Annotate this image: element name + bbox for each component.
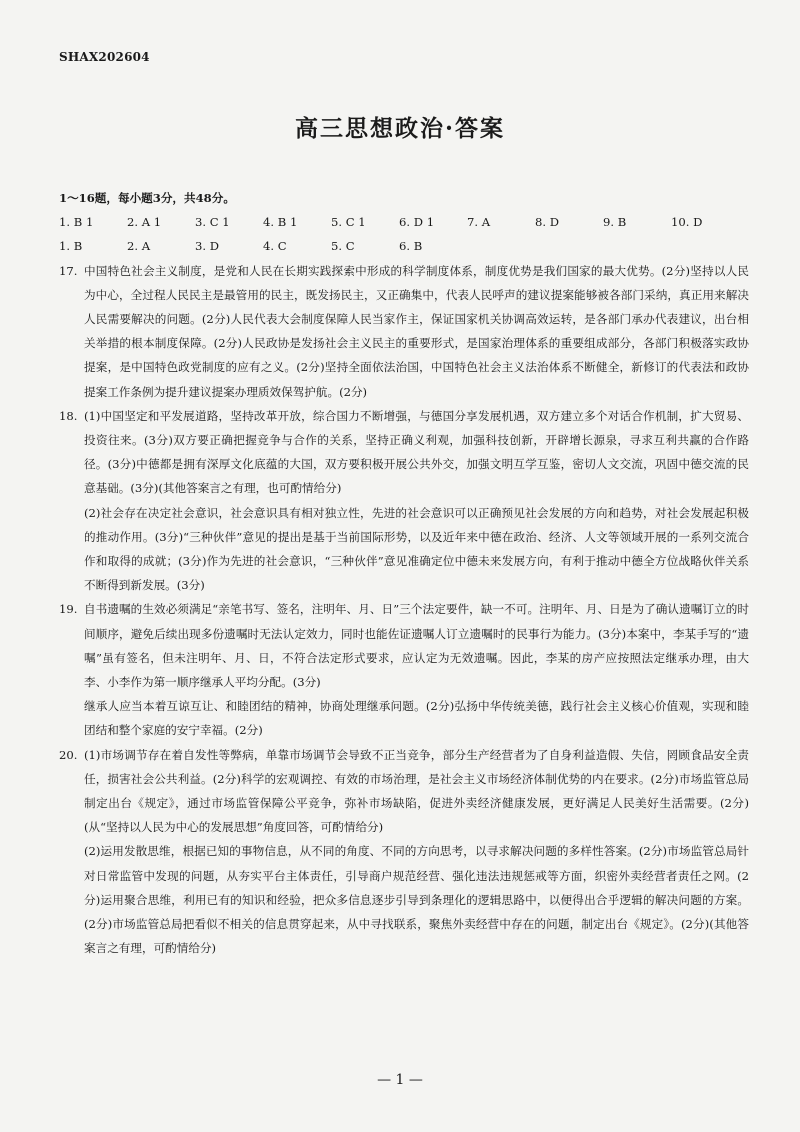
answer-item: 4. C <box>263 239 287 254</box>
answer-item: 2. A <box>127 239 151 254</box>
document-body <box>59 186 749 961</box>
question-number: 19. <box>59 602 78 617</box>
question-answer-part-2: (2)运用发散思维，根据已知的事物信息，从不同的角度、不同的方向思考，以寻求解决问题的多样性答案。(2分)市场监管总局针对日常监管中发现的问题，从夯实平台主体责任，引导商户规范经营、强化违法违规惩戒等方面，织密外卖经营者责任之网。(2分)运用聚合思维，利用已有的知识和经验，把众多信息逐步引导到条理化的逻辑思路中，以便得出合乎逻辑的解决问题的方案。(2分)市场监管总局把看似不相关的信息贯穿起来，从中寻找联系，聚焦外卖经营中存在的问题，制定出台《规定》。(2分)(其他答案言之有理，可酌情给分) <box>84 844 749 956</box>
answer-item: 4. B 1 <box>263 215 298 230</box>
answer-item: 7. A <box>467 215 491 230</box>
answer-item: 9. B <box>603 215 627 230</box>
question-19 <box>59 597 749 694</box>
answer-item: 6. D 1 <box>399 215 435 230</box>
question-answer-part-1: (1)中国坚定和平发展道路，坚持改革开放，综合国力不断增强，与德国分享发展机遇，双方建立多个对话合作机制，扩大贸易、投资往来。(3分)双方要正确把握竞争与合作的关系，坚持正确义利观，加强科技创新，开辟增长源泉，寻求互利共赢的合作路径。(3分)中德都是拥有深厚文化底蕴的大国，双方要积极开展公共外交，加强文明互学互鉴，密切人文交流，巩固中德交流的民意基础。(3分)(其他答案言之有理，也可酌情给分) <box>84 408 749 496</box>
question-answer-part-1: 自书遗嘱的生效必须满足“亲笔书写、签名，注明年、月、日”三个法定要件，缺一不可。注明年、月、日是为了确认遗嘱订立的时间顺序，避免后续出现多份遗嘱时无法认定效力，同时也能佐证遗嘱人订立遗嘱时的民事行为能力。(3分)本案中，李某手写的“遗嘱”虽有签名，但未注明年、月、日，不符合法定形式要求，应认定为无效遗嘱。因此，李某的房产应按照法定继承办理，由大李、小李作为第一顺序继承人平均分配。(3分) <box>84 602 749 690</box>
answer-item: 6. B <box>399 239 423 254</box>
answer-item: 8. D <box>535 215 560 230</box>
question-20 <box>59 743 749 840</box>
answer-item: 2. A 1 <box>127 215 162 230</box>
question-number: 17. <box>59 263 78 278</box>
question-answer-part-2: (2)社会存在决定社会意识，社会意识具有相对独立性，先进的社会意识可以正确预见社会发展的方向和趋势，对社会发展起积极的推动作用。(3分)“三种伙伴”意见的提出是基于当前国际形势，以及近年来中德在政治、经济、人文等领域开展的一系列交流合作和取得的成就；(3分)作为先进的社会意识，“三种伙伴”意见准确定位中德未来发展方向，有利于推动中德全方位战略伙伴关系不断得到新发展。(3分) <box>84 505 749 593</box>
choice-answers-row-1 <box>59 210 749 234</box>
answer-item: 5. C <box>331 239 355 254</box>
page-number: — 1 — <box>377 1072 423 1088</box>
choice-answers-row-2 <box>59 234 749 258</box>
answer-item: 3. D <box>195 239 220 254</box>
choice-section-label: 1～16题，每小题3分，共48分。 <box>59 191 235 205</box>
answer-item: 3. C 1 <box>195 215 230 230</box>
question-number: 20. <box>59 747 78 762</box>
question-answer-part-1: (1)市场调节存在着自发性等弊病，单靠市场调节会导致不正当竞争，部分生产经营者为了自身利益造假、失信，罔顾食品安全责任，损害社会公共利益。(2分)科学的宏观调控、有效的市场治理，是社会主义市场经济体制优势的内在要求。(2分)市场监管总局制定出台《规定》，通过市场监管保障公平竞争，弥补市场缺陷，促进外卖经济健康发展，更好满足人民美好生活需要。(2分)(从“坚持以人民为中心的发展思想”角度回答，可酌情给分) <box>84 747 749 835</box>
answer-item: 10. D <box>671 215 703 230</box>
answer-item: 5. C 1 <box>331 215 366 230</box>
question-18 <box>59 404 749 501</box>
answer-item: 1. B <box>59 239 83 254</box>
question-answer-part-2: 继承人应当本着互谅互让、和睦团结的精神，协商处理继承问题。(2分)弘扬中华传统美德，践行社会主义核心价值观，实现和睦团结和整个家庭的安宁幸福。(2分) <box>84 699 749 738</box>
question-answer-text: 中国特色社会主义制度，是党和人民在长期实践探索中形成的科学制度体系，制度优势是我们国家的最大优势。(2分)坚持以人民为中心，全过程人民民主是最管用的民主，既发扬民主，又正确集中，代表人民呼声的建议提案能够被各部门采纳，真正用来解决人民需要解决的问题。(2分)人民代表大会制度保障人民当家作主，保证国家机关协调高效运转，是各部门承办代表建议，出台相关举措的根本制度保障。(2分)人民政协是发扬社会主义民主的重要形式，是国家治理体系的重要组成部分，各部门积极落实政协提案，是中国特色政党制度的应有之义。(2分)坚持全面依法治国，中国特色社会主义法治体系不断健全，新修订的代表法和政协提案工作条例为提升建议提案办理质效保驾护航。(2分) <box>84 263 749 399</box>
answer-item: 1. B 1 <box>59 215 94 230</box>
question-17 <box>59 259 749 404</box>
document-code: SHAX202604 <box>59 50 150 64</box>
page-title: 高三思想政治·答案 <box>294 115 505 142</box>
question-number: 18. <box>59 408 78 423</box>
